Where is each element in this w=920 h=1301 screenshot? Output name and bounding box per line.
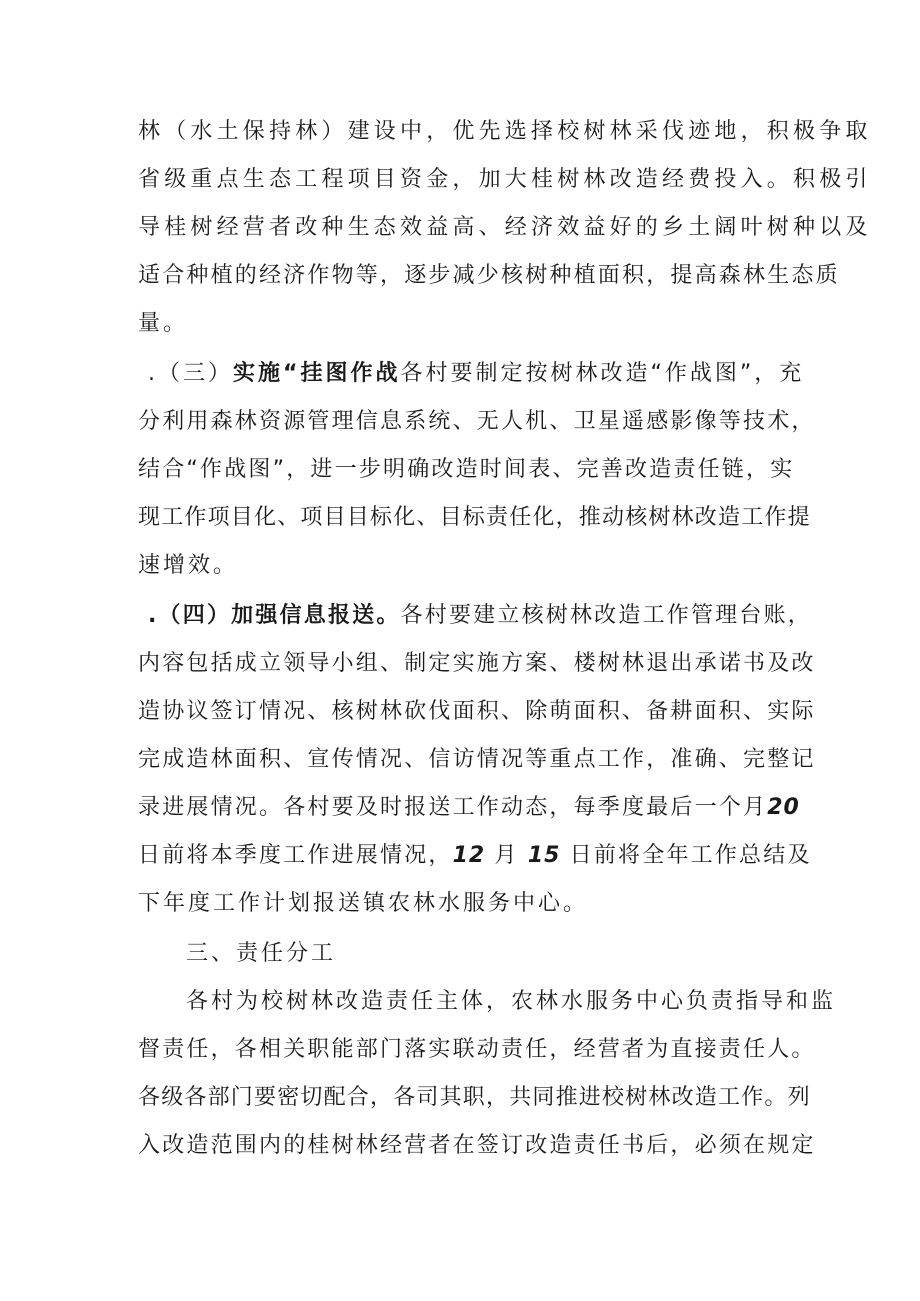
paragraph-line: 现工作项目化、项目目标化、目标责任化，推动核树林改造工作提 — [138, 505, 811, 530]
paragraph-line — [138, 791, 798, 825]
paragraph-line: 各级各部门要密切配合，各司其职，共同推进校树林改造工作。列 — [138, 1085, 811, 1110]
date-number: 20 — [767, 795, 800, 820]
paragraph-line: 省级重点生态工程项目资金，加大桂树林改造经费投入。积极引 — [138, 167, 872, 192]
section-3-text: 各村要制定按树林改造“作战图”，充 — [400, 361, 805, 386]
section-4-first-line — [148, 599, 812, 633]
paragraph-line: 下年度工作计划报送镇农林水服务中心。 — [138, 891, 589, 916]
paragraph-line: 造协议签订情况、核树林砍伐面积、除萌面积、备耕面积、实际 — [138, 699, 816, 724]
paragraph-line: 适合种植的经济作物等，逐步减少核树种植面积，提高森林生态质 — [138, 263, 840, 288]
section-3-heading: 实施“挂图作战 — [233, 361, 401, 386]
paragraph-line: 各村为校树林改造责任主体，农林水服务中心负责指导和监 — [186, 989, 837, 1014]
section-4-heading: .（四）加强信息报送。 — [148, 603, 401, 628]
paragraph-line: 林（水土保持林）建设中，优先选择校树林采伐迹地，积极争取 — [138, 119, 872, 144]
paragraph-line: 速增效。 — [138, 553, 239, 578]
paragraph-text: 日前将本季度工作进展情况， — [138, 843, 453, 868]
paragraph-text: 录进展情况。各村要及时报送工作动态，每季度最后一个月 — [138, 795, 768, 820]
section-3-first-line — [148, 357, 808, 391]
date-number: 15 — [527, 843, 561, 868]
paragraph-line: 量。 — [138, 311, 189, 336]
section-heading: 三、责任分工 — [186, 941, 337, 966]
paragraph-line: 导桂树经营者改种生态效益高、经济效益好的乡土阔叶树种以及 — [138, 215, 872, 240]
paragraph-line: 分利用森林资源管理信息系统、无人机、卫星遥感影像等技术， — [138, 409, 816, 434]
paragraph-line: 督责任，各相关职能部门落实联动责任，经营者为直接责任人。 — [138, 1037, 816, 1062]
paragraph-line: 结合“作战图”，进一步明确改造时间表、完善改造责任链，实 — [138, 457, 795, 482]
paragraph-line: 入改造范围内的桂树林经营者在签订改造责任书后，必须在规定 — [138, 1133, 816, 1158]
paragraph-line: 完成造林面积、宣传情况、信访情况等重点工作，准确、完整记 — [138, 747, 816, 772]
paragraph-line: 内容包括成立领导小组、制定实施方案、楼树林退出承诺书及改 — [138, 651, 816, 676]
date-number: 12 — [452, 843, 486, 868]
section-3-number: .（三） — [148, 361, 233, 386]
section-4-text: 各村要建立核树林改造工作管理台账， — [400, 603, 812, 628]
paragraph-text: 日前将全年工作总结及 — [560, 843, 812, 868]
paragraph-text: 月 — [485, 843, 528, 868]
paragraph-line — [138, 839, 812, 873]
